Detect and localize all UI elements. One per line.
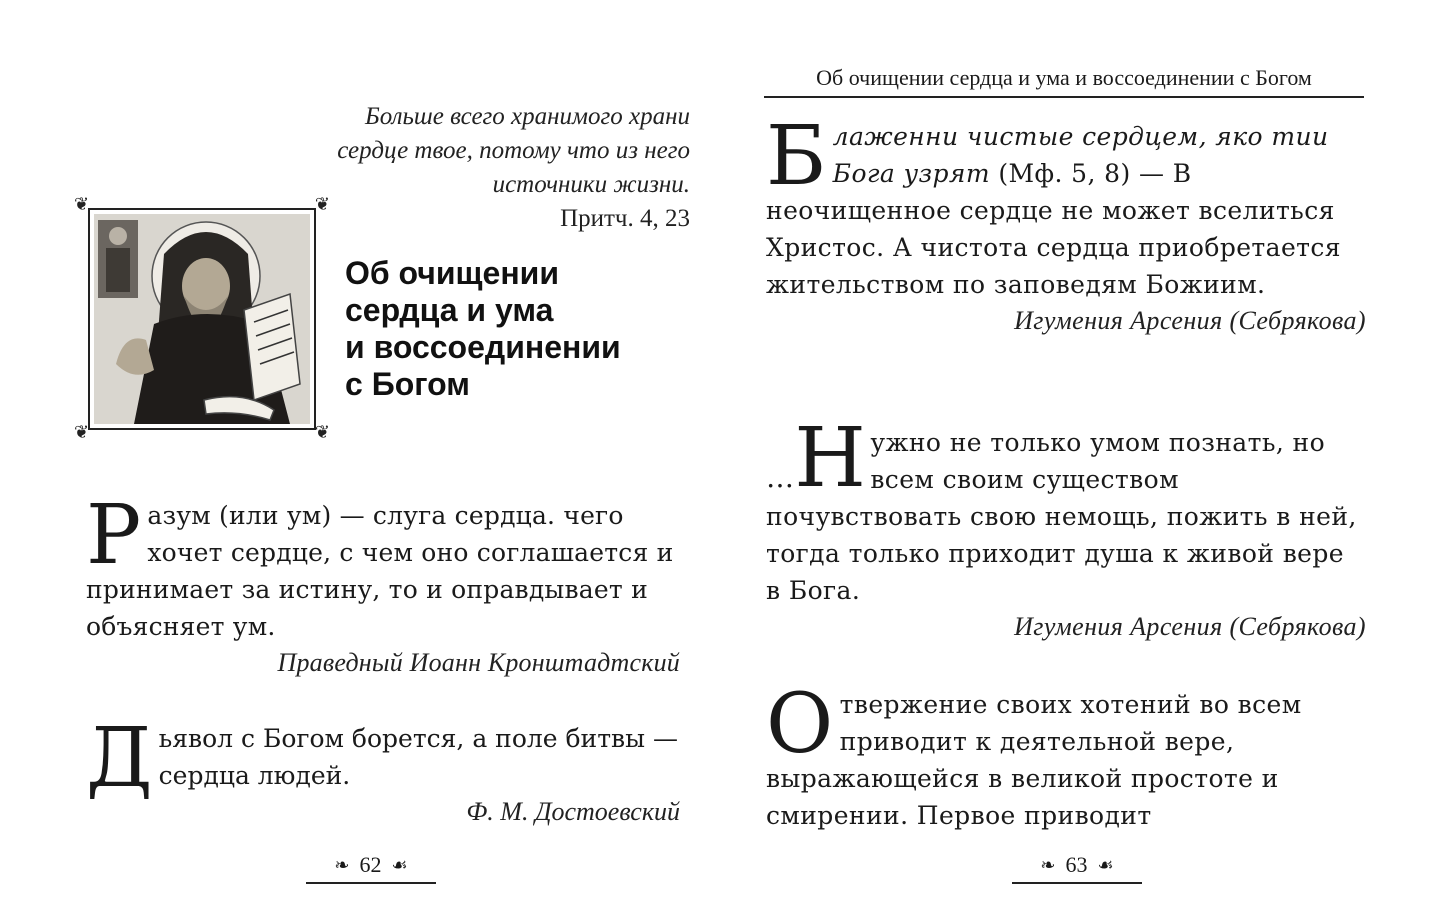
ornament-icon: ❦: [314, 194, 330, 215]
flourish-icon: ☙: [1097, 854, 1114, 875]
quote-block: [86, 711, 680, 830]
quote-text: ужно не только умом познать, но всем своим существом почувствовать свою немощь, пожить в ней, тогда только приходит душа к живой вере в Бога.: [766, 428, 1357, 605]
quote-italic-lead: лаженни чистые сердцем, яко тии Бога узрят: [832, 122, 1329, 188]
ornament-icon: ❦: [314, 422, 330, 443]
quote-block: [86, 488, 680, 681]
ornament-icon: ❦: [74, 422, 90, 443]
left-page: [0, 0, 722, 899]
drop-cap: Н: [794, 411, 867, 506]
epigraph-line: сердце твое, потому что из него: [337, 137, 690, 164]
ellipsis-drop-cap: [766, 411, 867, 506]
drop-cap: Д: [86, 711, 153, 806]
quote-author: Игумения Арсения (Себрякова): [1014, 306, 1366, 335]
chapter-title-line: и воссоединении: [345, 329, 621, 365]
saint-icon-illustration: [74, 196, 330, 442]
page-number-rule: [306, 882, 436, 884]
quote-text: (Мф. 5, 8) — В неочищенное сердце не может вселиться Христос. А чистота сердца приобретается жительством по заповедям Божиим.: [766, 159, 1341, 299]
drop-cap: О: [766, 677, 834, 772]
quote-author: Ф. М. Достоевский: [466, 797, 680, 826]
right-page: [722, 0, 1445, 899]
flourish-icon: ☙: [391, 854, 408, 875]
chapter-title: [345, 255, 705, 403]
quote-block: [766, 109, 1366, 339]
quote-text: твержение своих хотений во всем приводит к деятельной вере, выражающейся в великой простоте и смирении. Первое приводит: [766, 690, 1302, 830]
quote-author: Игумения Арсения (Себрякова): [1014, 612, 1366, 641]
epigraph-line: источники жизни.: [492, 171, 690, 198]
chapter-title-line: сердца и ума: [345, 292, 554, 328]
quote-text: азум (или ум) — слуга сердца. чего хочет сердце, с чем оно соглашается и принимает за истину, то и оправдывает и объясняет ум.: [86, 501, 674, 641]
quote-text: ьявол с Богом борется, а поле битвы — сердца людей.: [158, 724, 678, 790]
flourish-icon: ❧: [1040, 854, 1056, 875]
epigraph-source: Притч. 4, 23: [560, 205, 690, 232]
page-number-right: [1012, 852, 1142, 884]
chapter-title-line: с Богом: [345, 366, 470, 402]
page-number-rule: [1012, 882, 1142, 884]
page-number: 62: [359, 852, 382, 877]
ornament-icon: ❦: [74, 194, 90, 215]
flourish-icon: ❧: [334, 854, 350, 875]
drop-cap: Б: [766, 109, 827, 204]
quote-author: Праведный Иоанн Кронштадтский: [277, 648, 680, 677]
monk-portrait-icon: [94, 214, 310, 424]
page-number: 63: [1065, 852, 1088, 877]
page-number-left: [306, 852, 436, 884]
ellipsis: …: [766, 461, 795, 494]
quote-block: [766, 411, 1366, 645]
running-head: Об очищении сердца и ума и воссоединении с Богом: [764, 64, 1364, 98]
drop-cap: Р: [86, 488, 142, 583]
chapter-title-line: Об очищении: [345, 255, 560, 291]
quote-block: [766, 677, 1366, 834]
epigraph-line: Больше всего хранимого храни: [365, 103, 690, 130]
